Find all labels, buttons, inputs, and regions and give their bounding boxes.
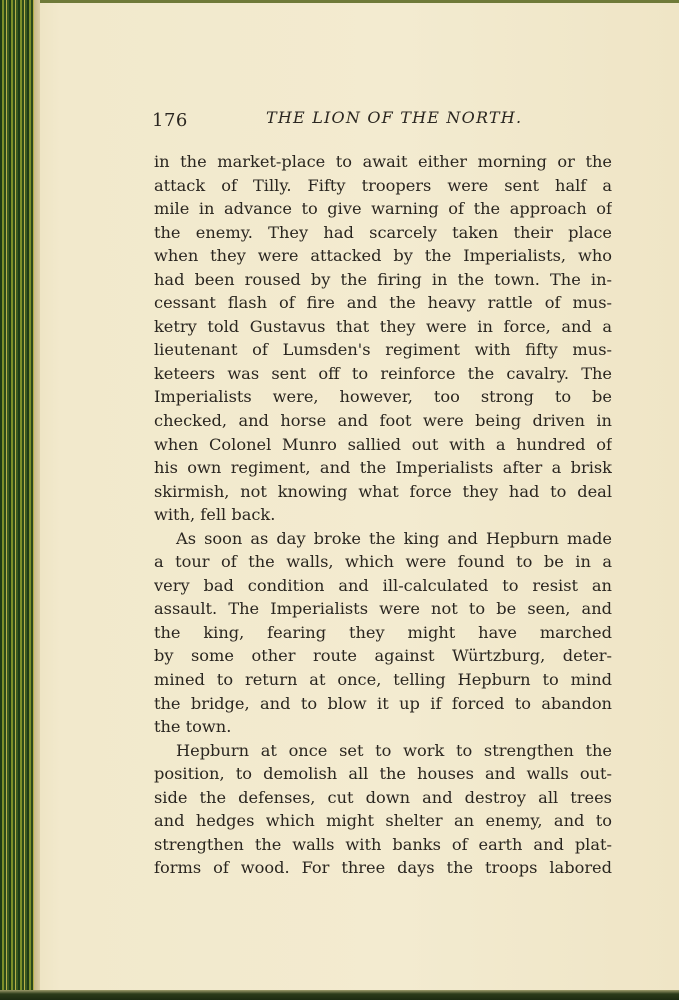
- text-line: keteers was sent off to reinforce the cavalry. The: [154, 363, 612, 383]
- binding-edge: [34, 0, 40, 1000]
- body-text: [154, 150, 612, 880]
- page-bottom-edge: [0, 990, 679, 1000]
- text-line: when Colonel Munro sallied out with a hundred of: [154, 434, 612, 454]
- text-line: a tour of the walls, which were found to be in a: [154, 552, 612, 572]
- text-line: ketry told Gustavus that they were in force, and a: [154, 316, 612, 336]
- page-top-edge: [40, 0, 679, 3]
- text-line: with, fell back.: [154, 505, 276, 525]
- text-line: the enemy. They had scarcely taken their place: [154, 222, 612, 242]
- page-header: [152, 108, 612, 134]
- text-line: had been roused by the firing in the town. The in-: [154, 269, 612, 289]
- page-number: 176: [152, 110, 188, 131]
- paragraph-start-line: Hepburn at once set to work to strengthen the: [176, 740, 612, 760]
- text-line: the bridge, and to blow it up if forced to abandon: [154, 693, 612, 713]
- text-line: attack of Tilly. Fifty troopers were sent half a: [154, 175, 612, 195]
- text-line: Imperialists were, however, too strong to be: [154, 387, 612, 407]
- text-line: side the defenses, cut down and destroy all trees: [154, 787, 612, 807]
- text-line: skirmish, not knowing what force they had to deal: [154, 481, 612, 501]
- text-line: strengthen the walls with banks of earth and plat-: [154, 834, 612, 854]
- paragraph-start-line: As soon as day broke the king and Hepburn made: [176, 528, 612, 548]
- text-line: in the market-place to await either morning or the: [154, 152, 612, 171]
- text-line: by some other route against Würtzburg, deter-: [154, 646, 612, 666]
- text-line: checked, and horse and foot were being driven in: [154, 411, 612, 431]
- text-line: very bad condition and ill-calculated to resist an: [154, 575, 612, 595]
- running-title: THE LION OF THE NORTH.: [266, 108, 523, 127]
- text-line: lieutenant of Lumsden's regiment with fifty mus-: [154, 340, 612, 360]
- text-line: and hedges which might shelter an enemy, and to: [154, 811, 612, 831]
- text-line: cessant flash of fire and the heavy rattle of mus-: [154, 293, 612, 313]
- text-line: position, to demolish all the houses and walls out-: [154, 764, 612, 784]
- text-line: assault. The Imperialists were not to be seen, and: [154, 599, 612, 619]
- text-line: forms of wood. For three days the troops labored: [154, 858, 612, 878]
- text-line: mile in advance to give warning of the approach of: [154, 199, 612, 219]
- text-line: mined to return at once, telling Hepburn to mind: [154, 670, 612, 690]
- text-line: when they were attacked by the Imperialists, who: [154, 246, 612, 266]
- text-line: his own regiment, and the Imperialists after a brisk: [154, 458, 612, 478]
- text-line: the king, fearing they might have marched: [154, 622, 612, 642]
- text-line: the town.: [154, 717, 232, 737]
